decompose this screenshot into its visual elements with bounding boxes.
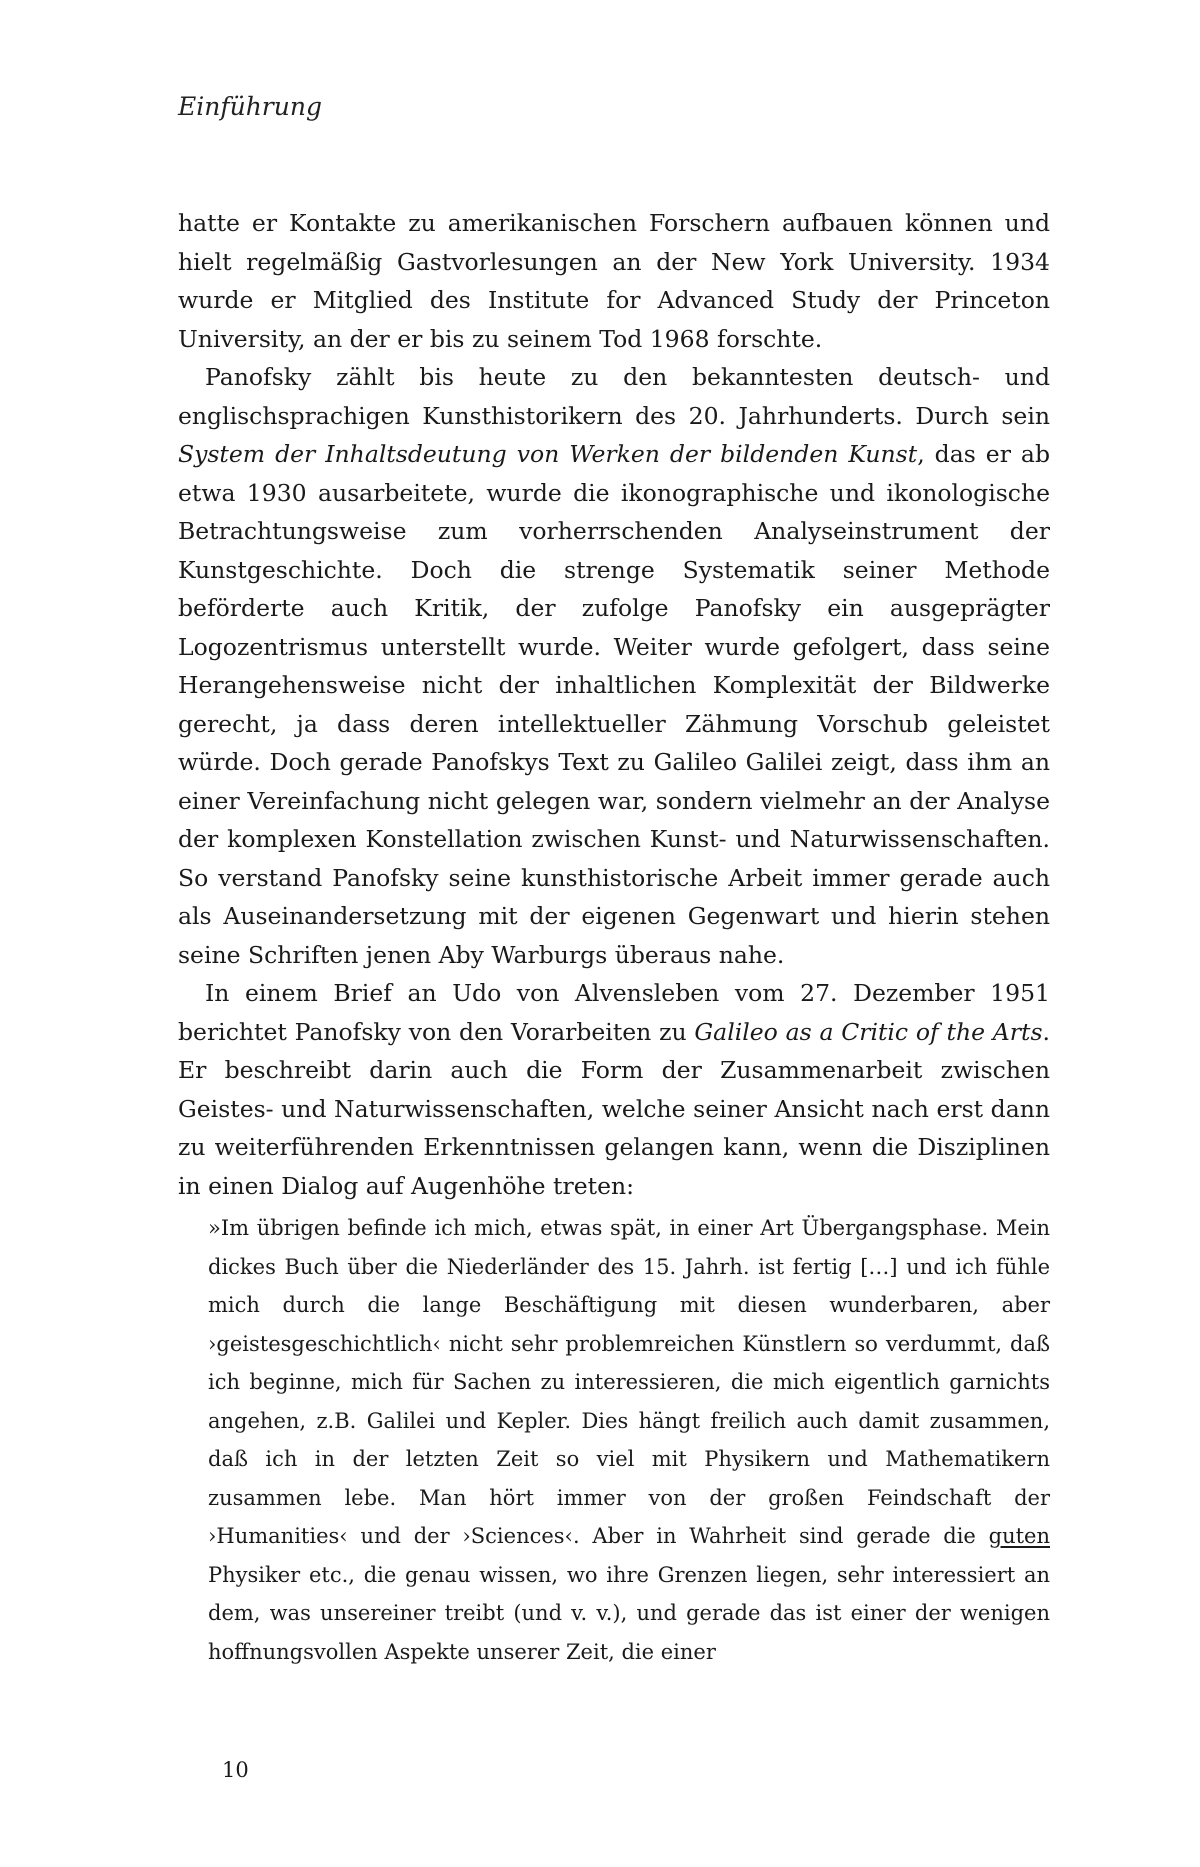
paragraph-3-title: Galileo as a Critic of the Arts: [694, 1017, 1043, 1046]
paragraph-3-text-b: . Er beschreibt darin auch die Form der Zusammenarbeit zwischen Geistes- und Naturwissenschaften, welche seiner Ansicht nach erst dann zu weiterführenden Erkenntnissen gelangen kann, wenn die Disziplinen in einen Dialog auf Augenhöhe treten:: [178, 1017, 1050, 1200]
paragraph-3: [178, 974, 1050, 1205]
running-head: Einführung: [178, 92, 322, 121]
block-quote: [208, 1209, 1050, 1671]
quote-paragraph: [208, 1209, 1050, 1671]
quote-text-b: Physiker etc., die genau wissen, wo ihre Grenzen liegen, sehr interessiert an dem, was unsereiner treibt (und v. v.), und gerade das ist einer der wenigen hoffnungsvollen Aspekte unserer Zeit, die einer: [208, 1562, 1050, 1664]
page-number: 10: [222, 1758, 249, 1782]
quote-underlined-word: guten: [988, 1524, 1050, 1548]
paragraph-3-text-a: In einem Brief an Udo von Alvensleben vom 27. Dezember 1951 berichtet Panofsky von den Vorarbeiten zu: [178, 979, 1050, 1046]
paragraph-1: hatte er Kontakte zu amerikanischen Forschern aufbauen können und hielt regelmäßig Gastvorlesungen an der New York University. 1934 wurde er Mitglied des Institute for Advanced Study der Princeton University, an der er bis zu seinem Tod 1968 forschte.: [178, 209, 1050, 353]
paragraph-2-text-b: , das er ab etwa 1930 ausarbeitete, wurde die ikonographische und ikonologische Betrachtungsweise zum vorherrschenden Analyseinstrument der Kunstgeschichte. Doch die strenge Systematik seiner Methode beförderte auch Kritik, der zufolge Panofsky ein ausgeprägter Logozentrismus unterstellt wurde. Weiter wurde gefolgert, dass seine Herangehensweise nicht der inhaltlichen Komplexität der Bildwerke gerecht, ja dass deren intellektueller Zähmung Vorschub geleistet würde. Doch gerade Panofskys Text zu Galileo Galilei zeigt, dass ihm an einer Vereinfachung nicht gelegen war, sondern vielmehr an der Analyse der komplexen Konstellation zwischen Kunst- und Naturwissenschaften. So verstand Panofsky seine kunsthistorische Arbeit immer gerade auch als Auseinandersetzung mit der eigenen Gegenwart und hierin stehen seine Schriften jenen Aby Warburgs überaus nahe.: [178, 440, 1050, 969]
paragraph-2-title: System der Inhaltsdeutung von Werken der bildenden Kunst: [178, 440, 918, 468]
body-text: [178, 204, 1050, 1205]
paragraph-2: [178, 358, 1050, 974]
quote-text-a: »Im übrigen befinde ich mich, etwas spät, in einer Art Übergangsphase. Mein dickes Buch über die Niederländer des 15. Jahrh. ist fertig […] und ich fühle mich durch die lange Beschäftigung mit diesen wunderbaren, aber ›geistesgeschichtlich‹ nicht sehr problemreichen Künstlern so verdummt, daß ich beginne, mich für Sachen zu interessieren, die mich eigentlich garnichts angehen, z.B. Galilei und Kepler. Dies hängt freilich auch damit zusammen, daß ich in der letzten Zeit so viel mit Physikern und Mathematikern zusammen lebe. Man hört immer von der großen Feindschaft der ›Humanities‹ und der ›Sciences‹. Aber in Wahrheit sind gerade die: [208, 1216, 1050, 1548]
paragraph-2-text-a: Panofsky zählt bis heute zu den bekanntesten deutsch- und englischsprachigen Kunsthistorikern des 20. Jahrhunderts. Durch sein: [178, 363, 1050, 430]
